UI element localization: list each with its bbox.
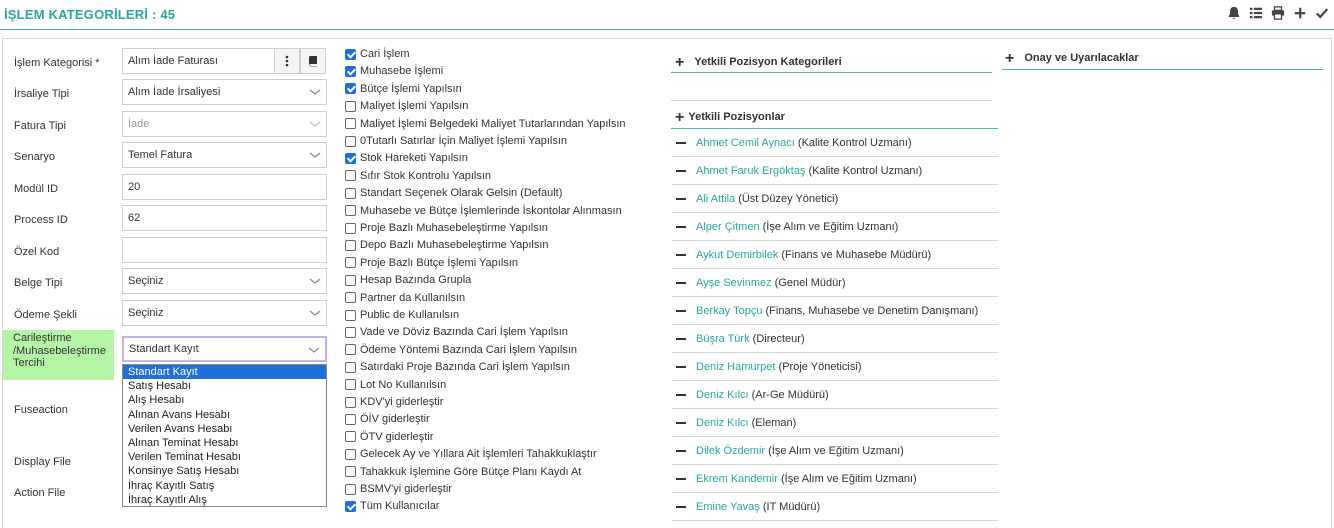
checkbox[interactable] (345, 101, 356, 112)
onay-title: Onay ve Uyarılacaklar (1024, 52, 1139, 64)
position-name-link[interactable]: Emine Yavaş (696, 501, 760, 513)
checkbox-label: Hesap Bazında Grupla (360, 274, 472, 287)
checkbox-row[interactable] (345, 220, 548, 236)
belge-tipi-label: Belge Tipi (14, 277, 63, 289)
checkbox-row[interactable] (345, 81, 462, 97)
checkbox-label: Satırdaki Proje Bazında Cari İşlem Yapılsın (360, 361, 570, 374)
minus-icon[interactable] (676, 394, 686, 396)
minus-icon[interactable] (676, 142, 686, 144)
checkbox-label: Bütçe İşlemi Yapılsın (360, 82, 462, 95)
checkbox-row[interactable] (345, 481, 452, 497)
checkbox[interactable] (345, 327, 356, 338)
position-role: (Eleman) (751, 417, 797, 429)
checkbox-label: Maliyet İşlemi Yapılsın (360, 100, 469, 113)
onay-header[interactable] (1005, 50, 1139, 68)
display-file-label: Display File (14, 456, 71, 468)
checkbox[interactable] (345, 49, 356, 60)
checkbox-label: Proje Bazlı Bütçe İşlemi Yapılsın (360, 256, 518, 269)
checkbox-row[interactable] (345, 255, 518, 271)
add-icon[interactable] (1292, 5, 1308, 21)
print-icon[interactable] (1270, 5, 1286, 21)
checkbox[interactable] (345, 344, 356, 355)
checkbox-row[interactable] (345, 237, 549, 253)
checkbox-row[interactable] (345, 411, 430, 427)
row-islem-kategorisi (2, 48, 332, 78)
position-name-link[interactable]: Büşra Türk (696, 333, 750, 345)
checkbox[interactable] (345, 310, 356, 321)
dropdown-option[interactable]: Satış Hesabı (128, 380, 191, 393)
checkbox-row[interactable] (345, 446, 597, 462)
position-name-link[interactable]: Dilek Özdemir (696, 445, 766, 457)
position-name-link[interactable]: Alper Çitmen (696, 221, 760, 233)
position-row (672, 493, 998, 521)
checkbox-row[interactable] (345, 150, 468, 166)
checkbox-label: ÖTV giderleştir (360, 430, 434, 443)
row-ozel-kod (2, 237, 332, 267)
checkbox-label: Tahakkuk İşlemine Göre Bütçe Planı Kaydı At (360, 465, 582, 478)
chevron-down-icon (309, 308, 321, 318)
chevron-down-icon (309, 119, 321, 129)
odeme-sekli-select[interactable] (122, 300, 327, 326)
position-role: (Kalite Kontrol Uzmanı) (808, 165, 923, 177)
tercih-label-line-1: Carileştirme (13, 332, 72, 344)
row-irsaliye-tipi (2, 79, 332, 109)
plus-icon[interactable]: + (675, 109, 685, 126)
divider (1002, 69, 1323, 70)
row-senaryo (2, 142, 332, 172)
checkbox-label: 0Tutarlı Satırlar İçin Maliyet İşlemi Yapılsın (360, 135, 568, 147)
checkbox-label: Proje Bazlı Muhasebeleştirme Yapılsın (360, 222, 548, 234)
checkbox-label: Vade ve Döviz Bazında Cari İşlem Yapılsın (360, 326, 568, 339)
checkbox-label: ÖİV giderleştir (360, 413, 430, 426)
bell-icon[interactable] (1226, 5, 1242, 21)
checkbox[interactable] (345, 379, 356, 390)
pozisyonlar-title: Yetkili Pozisyonlar (688, 111, 785, 123)
checkbox-label: Muhasebe ve Bütçe İşlemlerinde İskontolar Alınmasın (360, 204, 622, 217)
minus-icon[interactable] (676, 366, 686, 368)
position-role: (IT Müdürü) (762, 501, 821, 513)
dropdown-option[interactable]: Alınan Avans Hesabı (128, 408, 230, 421)
position-row (672, 297, 998, 325)
position-row (672, 241, 998, 269)
position-name-link[interactable]: Ali Attila (696, 193, 736, 205)
checkbox-row[interactable] (345, 272, 471, 288)
row-odeme-sekli (2, 300, 332, 330)
position-role: (Kalite Kontrol Uzmanı) (797, 137, 912, 149)
minus-icon[interactable] (676, 170, 686, 172)
position-row (672, 129, 998, 157)
minus-icon[interactable] (676, 254, 686, 256)
position-row (672, 437, 998, 465)
checkbox[interactable] (345, 66, 356, 77)
process-id-label: Process ID (14, 214, 68, 226)
process-id-input[interactable]: 62 (122, 205, 327, 231)
checkbox[interactable] (345, 466, 356, 477)
dropdown-option[interactable]: Konsinye Satış Hesabı (128, 465, 240, 478)
irsaliye-tipi-select[interactable] (122, 79, 327, 105)
dropdown-option[interactable]: İhraç Kayıtlı Satış (128, 479, 215, 492)
checkbox-row[interactable] (345, 342, 577, 358)
list-icon[interactable] (1248, 5, 1264, 21)
checkbox-label: Tüm Kullanıcılar (360, 500, 440, 513)
more-vertical-icon[interactable] (274, 48, 300, 74)
minus-icon[interactable] (676, 478, 686, 480)
plus-icon[interactable]: + (675, 54, 685, 71)
minus-icon[interactable] (676, 198, 686, 200)
senaryo-value: Temel Fatura (128, 149, 193, 161)
minus-icon[interactable] (676, 506, 686, 508)
position-row (672, 409, 998, 437)
checkbox[interactable] (345, 223, 356, 234)
chevron-down-icon (308, 345, 320, 355)
action-file-label: Action File (14, 487, 66, 499)
checkbox[interactable] (345, 449, 356, 460)
dropdown-option[interactable]: Verilen Teminat Hesabı (128, 451, 241, 464)
position-row (672, 269, 998, 297)
checkbox-row[interactable] (345, 429, 433, 445)
position-role: (Finans ve Muhasebe Müdürü) (781, 249, 932, 261)
checkbox[interactable] (345, 292, 356, 303)
position-row (672, 213, 998, 241)
checkbox-label: Standart Seçenek Olarak Gelsin (Default) (360, 187, 563, 200)
position-name-link[interactable]: Ahmet Cemil Aynacı (696, 137, 795, 149)
position-role: (İşe Alım ve Eğitim Uzmanı) (768, 445, 904, 457)
row-modul-id (2, 174, 332, 204)
position-name-link[interactable]: Ayşe Sevinmez (696, 277, 772, 289)
position-row (672, 325, 998, 353)
checkbox-label: Lot No Kullanılsın (360, 378, 447, 391)
minus-icon[interactable] (676, 450, 686, 452)
islem-kategorisi-input[interactable]: Alım İade Faturası (122, 48, 275, 74)
checkbox[interactable] (345, 205, 356, 216)
checkbox[interactable] (345, 257, 356, 268)
checkbox-row[interactable] (345, 377, 446, 393)
header-toolbar (1226, 5, 1330, 21)
checkbox-row[interactable] (345, 203, 622, 219)
checkbox[interactable] (345, 431, 356, 442)
checkbox[interactable] (345, 362, 356, 373)
checkbox-row[interactable] (345, 98, 468, 114)
position-name-link[interactable]: Deniz Hamurpet (696, 361, 776, 373)
page-header (0, 0, 1334, 30)
checkbox-label: Sıfır Stok Kontrolu Yapılsın (360, 169, 492, 182)
checkbox-label: BSMV'yi giderleştir (360, 483, 452, 495)
checkbox-row[interactable] (345, 133, 567, 149)
position-role: (Üst Düzey Yönetici) (738, 193, 839, 205)
chevron-down-icon (309, 150, 321, 160)
plus-icon[interactable]: + (1005, 50, 1015, 67)
checkbox[interactable] (345, 414, 356, 425)
tercih-value: Standart Kayıt (129, 343, 199, 355)
checkbox[interactable] (345, 118, 356, 129)
checkbox-row[interactable] (345, 324, 568, 340)
pozisyon-kategorileri-title: Yetkili Pozisyon Kategorileri (694, 56, 842, 68)
book-icon[interactable] (300, 48, 326, 74)
row-belge-tipi (2, 268, 332, 298)
checkbox[interactable] (345, 240, 356, 251)
checkbox[interactable] (345, 170, 356, 181)
checkbox-row[interactable] (345, 307, 459, 323)
modul-id-input[interactable]: 20 (122, 174, 327, 200)
position-role: (Proje Yöneticisi) (778, 361, 862, 373)
checkbox-label: Stok Hareketi Yapılsın (360, 152, 468, 165)
checkbox[interactable] (345, 83, 356, 94)
row-fatura-tipi (2, 111, 332, 141)
pozisyon-kategorileri-header[interactable] (675, 54, 842, 72)
position-role: (Finans, Muhasebe ve Denetim Danışmanı) (765, 305, 979, 317)
checkbox[interactable] (345, 136, 356, 147)
checkbox[interactable] (345, 188, 356, 199)
position-role: (Directeur) (752, 333, 805, 345)
minus-icon[interactable] (676, 338, 686, 340)
position-row (672, 381, 998, 409)
position-name-link[interactable]: Berkay Topçu (696, 305, 763, 317)
irsaliye-tipi-value: Alım İade İrsaliyesi (128, 86, 221, 98)
islem-kategorisi-label: İşlem Kategorisi * (14, 57, 100, 69)
dropdown-option[interactable]: Standart Kayıt (123, 365, 326, 379)
dropdown-option[interactable]: Alış Hesabı (128, 394, 185, 407)
checkbox[interactable] (345, 501, 356, 512)
checkbox-row[interactable] (345, 63, 443, 79)
minus-icon[interactable] (676, 422, 686, 424)
row-tercih (2, 336, 332, 366)
divider (671, 72, 992, 73)
checkbox-row[interactable] (345, 168, 491, 184)
checkbox-row[interactable] (345, 116, 626, 132)
position-name-link[interactable]: Ahmet Faruk Ergöktaş (696, 165, 806, 177)
checkbox-row[interactable] (345, 46, 410, 62)
chevron-down-icon (309, 87, 321, 97)
irsaliye-tipi-label: İrsaliye Tipi (14, 88, 70, 100)
belge-tipi-value: Seçiniz (128, 275, 164, 287)
chevron-down-icon (309, 276, 321, 286)
checkbox-label: Cari İşlem (360, 48, 410, 60)
checkbox[interactable] (345, 153, 356, 164)
divider (671, 100, 992, 101)
fatura-tipi-value: İade (128, 118, 150, 130)
page-title: İŞLEM KATEGORİLERİ : 45 (4, 7, 176, 22)
fatura-tipi-select[interactable] (122, 111, 327, 137)
row-process-id (2, 205, 332, 235)
checkbox-label: Gelecek Ay ve Yıllara Ait İşlemleri Tahakkuklaştır (360, 448, 597, 461)
ozel-kod-input[interactable] (122, 237, 327, 263)
checkbox-row[interactable] (345, 394, 443, 410)
checkbox-row[interactable] (345, 290, 465, 306)
odeme-sekli-value: Seçiniz (128, 307, 164, 319)
senaryo-select[interactable] (122, 142, 327, 168)
modul-id-label: Modül ID (14, 183, 59, 195)
tercih-select[interactable] (122, 336, 327, 362)
position-role: (Genel Müdür) (774, 277, 846, 289)
checkbox[interactable] (345, 275, 356, 286)
position-name-link[interactable]: Aykut Demirbilek (696, 249, 779, 261)
position-name-link[interactable]: Deniz Kılcı (696, 389, 749, 401)
dropdown-option[interactable]: Alınan Teminat Hesabı (128, 436, 239, 449)
senaryo-label: Senaryo (14, 151, 55, 163)
checkbox-label: Public de Kullanılsın (360, 309, 460, 321)
belge-tipi-select[interactable] (122, 268, 327, 294)
checkbox-row[interactable] (345, 359, 570, 375)
checkbox[interactable] (345, 484, 356, 495)
checkbox-row[interactable] (345, 185, 562, 201)
tercih-label-line-3: Tercihi (13, 357, 45, 369)
position-name-link[interactable]: Ekrem Kandemir (696, 473, 778, 485)
position-row (672, 185, 998, 213)
checkbox-row[interactable] (345, 498, 439, 514)
checkbox-row[interactable] (345, 464, 581, 480)
dropdown-option[interactable]: Verilen Avans Hesabı (128, 422, 233, 435)
minus-icon[interactable] (676, 282, 686, 284)
ozel-kod-label: Özel Kod (14, 246, 60, 258)
checkbox-label: Depo Bazlı Muhasebeleştirme Yapılsın (360, 239, 549, 252)
pozisyonlar-header[interactable] (675, 109, 785, 127)
checkbox-label: Ödeme Yöntemi Bazında Cari İşlem Yapılsın (360, 343, 578, 356)
position-row (672, 157, 998, 185)
position-role: (İşe Alım ve Eğitim Uzmanı) (780, 473, 917, 485)
checkbox-label: Muhasebe İşlemi (360, 65, 444, 78)
fatura-tipi-label: Fatura Tipi (14, 120, 66, 132)
tercih-dropdown-list (122, 364, 327, 507)
minus-icon[interactable] (676, 226, 686, 228)
checkbox-label: Maliyet İşlemi Belgedeki Maliyet Tutarlarından Yapılsın (360, 117, 626, 130)
position-role: (İşe Alım ve Eğitim Uzmanı) (762, 221, 899, 233)
position-role: (Ar-Ge Müdürü) (751, 389, 829, 401)
checkbox-label: Partner da Kullanılsın (360, 291, 466, 304)
checkbox[interactable] (345, 397, 356, 408)
minus-icon[interactable] (676, 310, 686, 312)
position-row (672, 353, 998, 381)
position-name-link[interactable]: Deniz Kılcı (696, 417, 749, 429)
tercih-label-line-2: /Muhasebeleştirme (13, 344, 106, 357)
position-row (672, 465, 998, 493)
check-icon[interactable] (1314, 5, 1330, 21)
odeme-sekli-label: Ödeme Şekli (14, 309, 77, 321)
fuseaction-label: Fuseaction (14, 404, 68, 416)
checkbox-label: KDV'yi giderleştir (360, 396, 444, 408)
dropdown-option[interactable]: İhraç Kayıtlı Alış (128, 493, 207, 506)
